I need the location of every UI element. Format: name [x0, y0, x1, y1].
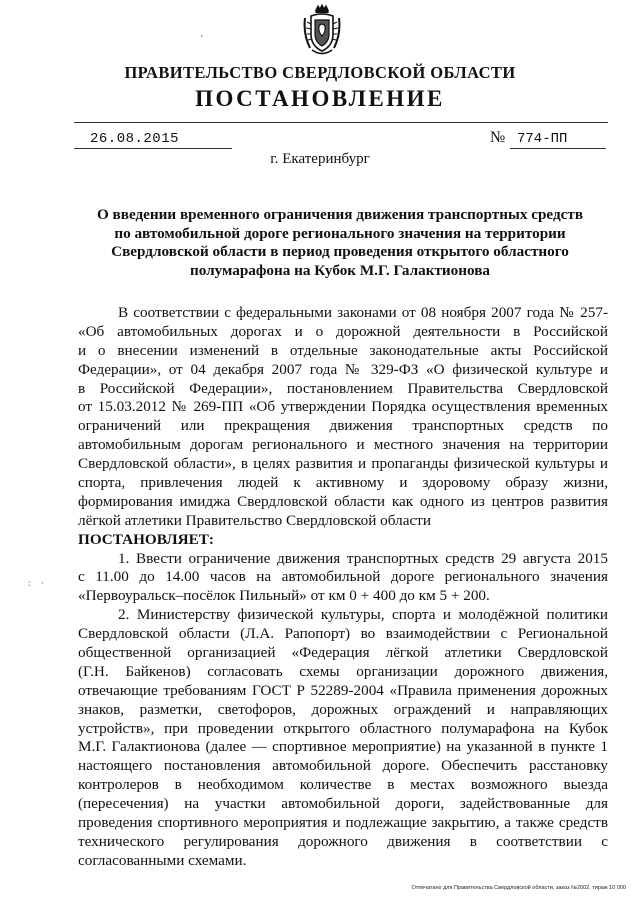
document-body: [78, 304, 608, 871]
body-line: «Первоуральск–посёлок Пильный» от км 0 + 400 до км 5 + 200.: [78, 587, 490, 605]
body-line: отвечающие требованиям ГОСТ Р 52289-2004 «Правила применения дорожных: [78, 681, 608, 699]
document-type: ПОСТАНОВЛЕНИЕ: [195, 86, 445, 111]
body-line: 2. Министерству физической культуры, спорта и молодёжной политики: [118, 606, 608, 624]
document-title: [90, 206, 590, 280]
body-line: Федерации», от 04 декабря 2007 года № 329-ФЗ «О физической культуре и: [78, 360, 608, 378]
body-line: с 11.00 до 14.00 часов на автомобильной дороге регионального значения: [78, 568, 608, 586]
body-line: технического регулирования дорожного движения в соответствии с: [78, 832, 608, 850]
body-line: устройств», при проведении открытого областного полумарафона на Кубок: [78, 719, 608, 737]
body-line: (пересечения) на участки автомобильной дороги, задействованные для: [78, 795, 608, 813]
body-line: контролеров в необходимом количестве в местах возможного выезда: [78, 776, 608, 794]
number-underline: [510, 148, 606, 149]
body-line: «Об автомобильных дорогах и о дорожной деятельности в Российской: [78, 322, 608, 340]
body-line: проведения спортивного мероприятия и подлежащие закрытию, а также средств: [78, 814, 608, 832]
scan-speck: ʼ: [200, 34, 204, 45]
body-line: общественной организацией «Федерация лёгкой атлетики Свердловской: [78, 644, 608, 662]
title-line: полумарафона на Кубок М.Г. Галактионова: [189, 261, 491, 279]
body-line: настоящего постановления автомобильной дороге. Обеспечить расстановку: [78, 757, 608, 775]
title-line: О введении временного ограничения движения транспортных средств: [96, 206, 584, 223]
body-line: знаков, разметки, светофоров, дорожных ограждений и направляющих: [78, 700, 608, 718]
coat-of-arms-emblem: [302, 4, 342, 58]
body-line: согласованными схемами.: [78, 851, 247, 869]
print-footer: Отпечатано для Правительства Свердловской области, заказ №2002, тираж 10 000: [411, 885, 626, 891]
body-line: автомобильным дорогам регионального и местного значения на территории: [78, 436, 608, 454]
body-line: в Российской Федерации», постановлением Правительства Свердловской: [78, 379, 608, 397]
body-line: и о внесении изменений в отдельные законодательные акты Российской: [78, 341, 608, 359]
body-line: Свердловской области (Л.А. Рапопорт) во взаимодействии с Региональной: [78, 625, 608, 643]
date-underline: [74, 148, 232, 149]
resolves-heading: ПОСТАНОВЛЯЕТ:: [78, 530, 214, 548]
body-line: лёгкой атлетики Правительство Свердловской области: [78, 511, 431, 529]
document-number: 774-ПП: [517, 131, 568, 147]
body-line: от 15.03.2012 № 269-ПП «Об утверждении Порядка осуществления временных: [78, 398, 608, 416]
document-date: 26.08.2015: [90, 131, 180, 147]
body-line: 1. Ввести ограничение движения транспортных средств 29 августа 2015: [118, 549, 608, 567]
title-line: по автомобильной дороге регионального значения на территории: [114, 224, 566, 242]
body-line: М.Г. Галактионова (далее — спортивное мероприятие) на указанной в пункте 1: [78, 738, 608, 756]
body-line: В соответствии с федеральными законами от 08 ноября 2007 года № 257-: [118, 304, 608, 321]
body-line: (Г.Н. Байкенов) согласовать схемы организации дорожного движения,: [78, 662, 608, 680]
body-line: ограничений или прекращения движения транспортных средств по: [78, 417, 608, 435]
government-name: ПРАВИТЕЛЬСТВО СВЕРДЛОВСКОЙ ОБЛАСТИ: [124, 63, 516, 82]
body-line: Свердловской области», в целях развития и пропаганды физической культуры и: [78, 455, 608, 473]
body-line: формирования имиджа Свердловской области как одного из центров развития: [78, 492, 608, 510]
number-sign: №: [490, 129, 506, 146]
title-line: Свердловской области в период проведения открытого областного: [111, 243, 569, 260]
header-rule: [74, 122, 608, 123]
margin-marks: : ·: [28, 578, 48, 588]
body-line: спорта, привлечения людей к активному и здоровому образу жизни,: [78, 474, 608, 492]
city: г. Екатеринбург: [270, 151, 370, 167]
